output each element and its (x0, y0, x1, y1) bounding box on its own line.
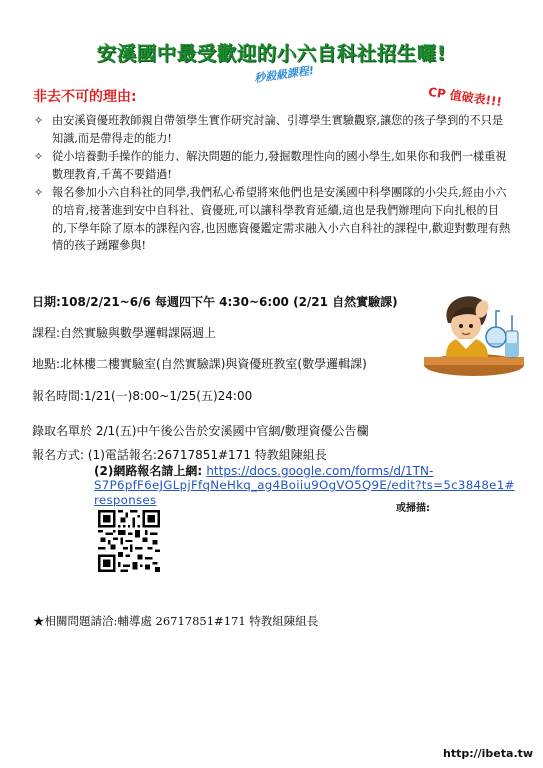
contact-info: ★相關問題請洽:輔導處 26717851#171 特教組陳組長 (33, 614, 319, 628)
reason-item (34, 184, 512, 254)
location-info: 地點:北林樓二樓實驗室(自然實驗課)與資優班教室(數學邏輯課) (32, 357, 367, 371)
diamond-bullet-icon: ✧ (34, 114, 44, 127)
reason-text: 從小培養動手操作的能力、解決問題的能力,發掘數理性向的國小學生,如果你和我們一樣重視數理教育,千萬不要錯過! (52, 150, 507, 181)
reason-text: 報名參加小六自科社的同學,我們私心希望將來他們也是安溪國中科學團隊的小尖兵,經由小六的培育,接著進到安中自科社、資優班,可以讓科學教育延續,這也是我們辦理向下向扎根的目的,下學年除了原本的課程內容,也因應資優鑑定需求融入小六自科社的課程中,歡迎對數理有熱情的孩子踴躍參與! (52, 186, 511, 253)
watermark: http://ibeta.tw (443, 747, 534, 760)
diamond-bullet-icon: ✧ (34, 186, 44, 200)
form-link-line-2[interactable]: S7P6pfF6eJGLpjFfqNeHkq_ag4Boiiu9OgVO5Q9E/edit?ts=5c3848e1# (94, 478, 515, 492)
reasons-heading: 非去不可的理由: (33, 89, 137, 105)
subtitle-tag: 秒殺級課程! (253, 63, 315, 86)
cp-badge: CP 值破表!!! (427, 84, 503, 110)
reason-item (34, 112, 512, 147)
child-scientist-illustration (422, 285, 527, 377)
reasons-list (34, 112, 512, 256)
method-phone: (1)電話報名:26717851#171 特教組陳組長 (87, 448, 327, 462)
course-info: 課程:自然實驗與數學邏輯課隔週上 (32, 326, 217, 340)
form-link[interactable]: https://docs.google.com/forms/d/1TN- (206, 464, 434, 478)
reason-item (34, 148, 512, 183)
reason-text: 由安溪資優班教師親自帶領學生實作研究討論、引導學生實驗觀察,讓您的孩子學到的不只是知識,而是帶得走的能力! (52, 114, 504, 145)
online-registration (94, 462, 433, 479)
scan-label: 或掃描: (396, 503, 430, 514)
page-title: 安溪國中最受歡迎的小六自科社招生囉! (96, 42, 447, 65)
form-link-line-3[interactable]: responses (94, 493, 157, 507)
online-label: (2)網路報名請上網: (94, 464, 203, 478)
date-info: 日期:108/2/21~6/6 每週四下午 4:30~6:00 (2/21 自然實驗課) (32, 295, 398, 309)
method-label: 報名方式: (32, 448, 85, 462)
registration-method (32, 446, 327, 463)
qr-code[interactable] (98, 510, 160, 572)
registration-time: 報名時間:1/21(一)8:00~1/25(五)24:00 (32, 389, 253, 403)
announcement-info: 錄取名單於 2/1(五)中午後公告於安溪國中官網/數理資優公告欄 (32, 424, 369, 438)
diamond-bullet-icon: ✧ (34, 150, 44, 164)
